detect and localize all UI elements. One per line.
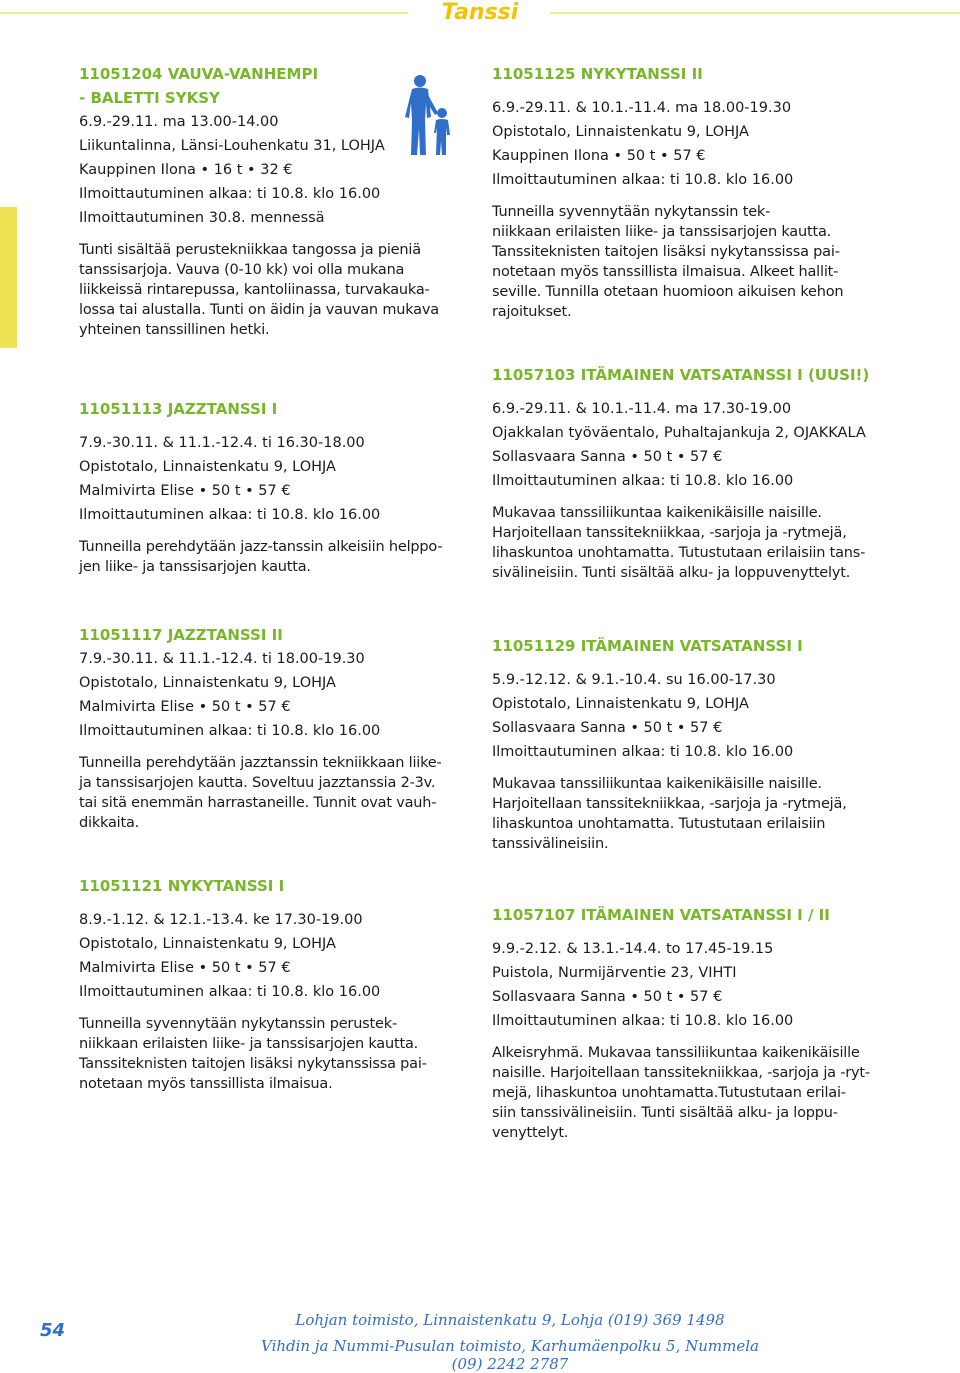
- course-description: Harjoitellaan tanssitekniikkaa, -sarjoja ja -rytmejä,: [492, 796, 847, 812]
- course-dates: 6.9.-29.11. & 10.1.-11.4. ma 17.30-19.00: [492, 401, 792, 417]
- course-11051125: [492, 62, 880, 322]
- course-dates: 6.9.-29.11. & 10.1.-11.4. ma 18.00-19.30: [492, 100, 792, 116]
- course-title: 11051204 VAUVA-VANHEMPI: [79, 65, 319, 83]
- course-title: 11051129 ITÄMAINEN VATSATANSSI I: [492, 637, 803, 655]
- course-description: yhteinen tanssillinen hetki.: [79, 322, 270, 338]
- course-registration-start: Ilmoittautuminen alkaa: ti 10.8. klo 16.00: [79, 984, 381, 1000]
- course-location: Liikuntalinna, Länsi-Louhenkatu 31, LOHJA: [79, 138, 385, 154]
- course-description: lossa tai alustalla. Tunti on äidin ja vauvan mukava: [79, 302, 439, 318]
- course-description: notetaan myös tanssillista ilmaisua. Alkeet hallit-: [492, 264, 839, 280]
- course-dates: 5.9.-12.12. & 9.1.-10.4. su 16.00-17.30: [492, 672, 776, 688]
- course-location: Opistotalo, Linnaistenkatu 9, LOHJA: [79, 936, 336, 952]
- course-11051204: [79, 62, 469, 340]
- course-teacher-price: Malmivirta Elise • 50 t • 57 €: [79, 699, 291, 715]
- course-description: ja tanssisarjojen kautta. Soveltuu jazztanssia 2-3v.: [79, 775, 436, 791]
- course-description: Mukavaa tanssiliikuntaa kaikenikäisille naisille.: [492, 505, 822, 521]
- course-11057103: [492, 363, 880, 583]
- course-title: 11051117 JAZZTANSSI II: [79, 626, 283, 644]
- course-11051117: [79, 623, 469, 833]
- course-description: rajoitukset.: [492, 304, 572, 320]
- course-location: Ojakkalan työväentalo, Puhaltajankuja 2, OJAKKALA: [492, 425, 866, 441]
- course-description: niikkaan erilaisten liike- ja tanssisarjojen kautta.: [79, 1036, 419, 1052]
- course-title: 11051121 NYKYTANSSI I: [79, 877, 285, 895]
- course-registration-start: Ilmoittautuminen alkaa: ti 10.8. klo 16.00: [492, 1013, 794, 1029]
- course-description: Tunti sisältää perustekniikkaa tangossa ja pieniä: [79, 242, 421, 258]
- course-registration-start: Ilmoittautuminen alkaa: ti 10.8. klo 16.00: [492, 172, 794, 188]
- course-location: Opistotalo, Linnaistenkatu 9, LOHJA: [79, 459, 336, 475]
- course-11051129: [492, 634, 880, 854]
- course-11057107: [492, 903, 880, 1143]
- side-accent-bar: [0, 207, 17, 348]
- course-description: Tunneilla perehdytään jazztanssin tekniikkaan liike-: [79, 755, 442, 771]
- course-title: 11057107 ITÄMAINEN VATSATANSSI I / II: [492, 906, 830, 924]
- course-teacher-price: Sollasvaara Sanna • 50 t • 57 €: [492, 989, 723, 1005]
- course-dates: 7.9.-30.11. & 11.1.-12.4. ti 16.30-18.00: [79, 435, 365, 451]
- footer-office-lohja: Lohjan toimisto, Linnaistenkatu 9, Lohja (019) 369 1498: [295, 1311, 725, 1329]
- course-description: tanssisarjoja. Vauva (0-10 kk) voi olla mukana: [79, 262, 405, 278]
- course-location: Opistotalo, Linnaistenkatu 9, LOHJA: [79, 675, 336, 691]
- course-description: tanssivälineisiin.: [492, 836, 609, 852]
- course-description: seville. Tunnilla otetaan huomioon aikuisen kehon: [492, 284, 844, 300]
- course-registration-deadline: Ilmoittautuminen 30.8. mennessä: [79, 210, 325, 226]
- course-teacher-price: Malmivirta Elise • 50 t • 57 €: [79, 960, 291, 976]
- course-description: Tanssiteknisten taitojen lisäksi nykytanssissa pai-: [492, 244, 840, 260]
- course-description: jen liike- ja tanssisarjojen kautta.: [79, 559, 311, 575]
- course-title-cont: - BALETTI SYKSY: [79, 89, 220, 107]
- course-location: Opistotalo, Linnaistenkatu 9, LOHJA: [492, 124, 749, 140]
- course-title: 11051113 JAZZTANSSI I: [79, 400, 278, 418]
- course-description: Tanssiteknisten taitojen lisäksi nykytanssissa pai-: [79, 1056, 427, 1072]
- course-registration-start: Ilmoittautuminen alkaa: ti 10.8. klo 16.00: [79, 507, 381, 523]
- course-description: niikkaan erilaisten liike- ja tanssisarjojen kautta.: [492, 224, 832, 240]
- course-description: notetaan myös tanssillista ilmaisua.: [79, 1076, 333, 1092]
- footer-office-vihti: Vihdin ja Nummi-Pusulan toimisto, Karhumäenpolku 5, Nummela (09) 2242 2787: [261, 1337, 759, 1373]
- course-teacher-price: Sollasvaara Sanna • 50 t • 57 €: [492, 720, 723, 736]
- course-description: mejä, lihaskuntoa unohtamatta.Tutustutaan erilai-: [492, 1085, 846, 1101]
- course-11051121: [79, 874, 469, 1094]
- course-dates: 8.9.-1.12. & 12.1.-13.4. ke 17.30-19.00: [79, 912, 363, 928]
- course-description: venyttelyt.: [492, 1125, 569, 1141]
- course-teacher-price: Kauppinen Ilona • 50 t • 57 €: [492, 148, 706, 164]
- section-title: Tanssi: [441, 0, 519, 25]
- course-teacher-price: Malmivirta Elise • 50 t • 57 €: [79, 483, 291, 499]
- course-description: naisille. Harjoitellaan tanssitekniikkaa, -sarjoja ja -ryt-: [492, 1065, 870, 1081]
- course-dates: 6.9.-29.11. ma 13.00-14.00: [79, 114, 279, 130]
- course-title: 11057103 ITÄMAINEN VATSATANSSI I (UUSI!): [492, 366, 870, 384]
- course-description: Tunneilla perehdytään jazz-tanssin alkeisiin helppo-: [79, 539, 443, 555]
- course-dates: 9.9.-2.12. & 13.1.-14.4. to 17.45-19.15: [492, 941, 774, 957]
- course-location: Opistotalo, Linnaistenkatu 9, LOHJA: [492, 696, 749, 712]
- course-registration-start: Ilmoittautuminen alkaa: ti 10.8. klo 16.00: [492, 744, 794, 760]
- course-teacher-price: Sollasvaara Sanna • 50 t • 57 €: [492, 449, 723, 465]
- course-teacher-price: Kauppinen Ilona • 16 t • 32 €: [79, 162, 293, 178]
- course-title: 11051125 NYKYTANSSI II: [492, 65, 703, 83]
- course-description: Tunneilla syvennytään nykytanssin perustek-: [79, 1016, 397, 1032]
- course-description: Tunneilla syvennytään nykytanssin tek-: [492, 204, 771, 220]
- course-description: Mukavaa tanssiliikuntaa kaikenikäisille naisille.: [492, 776, 822, 792]
- course-registration-start: Ilmoittautuminen alkaa: ti 10.8. klo 16.00: [79, 723, 381, 739]
- course-description: lihaskuntoa unohtamatta. Tutustutaan erilaisiin tans-: [492, 545, 866, 561]
- course-location: Puistola, Nurmijärventie 23, VIHTI: [492, 965, 737, 981]
- course-description: tai sitä enemmän harrastaneille. Tunnit ovat vauh-: [79, 795, 437, 811]
- course-description: lihaskuntoa unohtamatta. Tutustutaan erilaisiin: [492, 816, 826, 832]
- course-description: siin tanssivälineisiin. Tunti sisältää alku- ja loppu-: [492, 1105, 838, 1121]
- course-dates: 7.9.-30.11. & 11.1.-12.4. ti 18.00-19.30: [79, 651, 365, 667]
- course-11051113: [79, 397, 469, 577]
- course-registration-start: Ilmoittautuminen alkaa: ti 10.8. klo 16.00: [79, 186, 381, 202]
- course-description: liikkeissä rintarepussa, kantoliinassa, turvakauka-: [79, 282, 430, 298]
- course-description: dikkaita.: [79, 815, 140, 831]
- course-description: sivälineisiin. Tunti sisältää alku- ja loppuvenyttelyt.: [492, 565, 851, 581]
- course-description: Harjoitellaan tanssitekniikkaa, -sarjoja ja -rytmejä,: [492, 525, 847, 541]
- course-registration-start: Ilmoittautuminen alkaa: ti 10.8. klo 16.00: [492, 473, 794, 489]
- page-number: 54: [40, 1320, 66, 1341]
- course-description: Alkeisryhmä. Mukavaa tanssiliikuntaa kaikenikäisille: [492, 1045, 860, 1061]
